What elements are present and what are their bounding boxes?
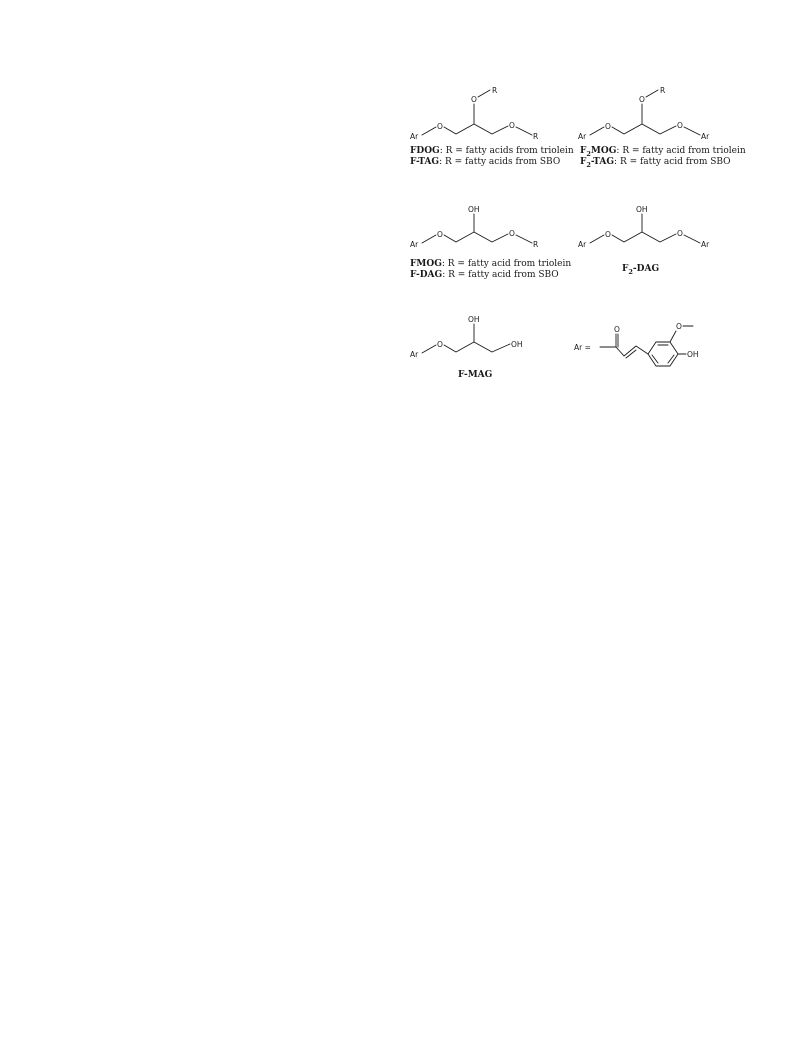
atom-oh: OH	[468, 315, 480, 324]
compound-name-f2mog-pre: F	[580, 146, 587, 156]
atom-o: O	[509, 121, 515, 130]
chemical-structures-figure	[400, 80, 780, 400]
caption-fdog-text: : R = fatty acids from triolein	[439, 146, 574, 156]
caption-f2mog-f2tag	[580, 146, 746, 168]
atom-ar-eq: Ar =	[574, 343, 591, 352]
atom-r: R	[492, 86, 498, 95]
caption-fdag-text: : R = fatty acid from SBO	[442, 270, 559, 280]
atom-ar: Ar	[410, 350, 419, 359]
atom-ar: Ar	[701, 240, 710, 249]
atom-o: O	[677, 229, 683, 238]
compound-name-f2dag-pre: F	[622, 264, 629, 274]
atom-o: O	[605, 122, 611, 131]
structure-fmag	[408, 312, 568, 374]
atom-r: R	[660, 86, 666, 95]
caption-f2mog-text: : R = fatty acid from triolein	[616, 146, 746, 156]
compound-name-fmag: F-MAG	[458, 370, 493, 380]
compound-name-fmog: FMOG	[410, 259, 442, 269]
compound-name-f2tag-pre: F	[580, 157, 587, 167]
caption-ftag-text: : R = fatty acids from SBO	[439, 157, 561, 167]
caption-fmag	[458, 370, 492, 381]
caption-fmog-fdag	[410, 259, 571, 281]
atom-o: O	[676, 322, 682, 331]
atom-oh: OH	[511, 340, 523, 349]
atom-oh: OH	[687, 350, 699, 359]
atom-ar: Ar	[701, 132, 710, 141]
atom-o: O	[471, 95, 477, 104]
compound-name-ftag: F-TAG	[410, 157, 440, 167]
atom-o: O	[437, 122, 443, 131]
atom-o: O	[639, 95, 645, 104]
caption-fmog-text: : R = fatty acid from triolein	[441, 259, 572, 269]
atom-r: R	[533, 240, 539, 249]
atom-ar: Ar	[410, 240, 419, 249]
compound-name-f2dag-sub: 2	[628, 267, 633, 276]
structure-fmog	[408, 202, 568, 264]
atom-o: O	[605, 230, 611, 239]
compound-name-f2dag-post: -DAG	[632, 264, 660, 274]
atom-ar: Ar	[578, 132, 587, 141]
atom-r: R	[533, 132, 539, 141]
compound-name-f2mog-sub: 2	[586, 149, 591, 158]
caption-fdog-ftag	[410, 146, 574, 168]
atom-ar: Ar	[410, 132, 419, 141]
compound-name-fdog: FDOG	[410, 146, 440, 156]
compound-name-f2mog-post: MOG	[590, 146, 617, 156]
structure-fdog	[408, 84, 568, 146]
atom-o: O	[437, 230, 443, 239]
atom-o: O	[614, 325, 620, 334]
caption-f2tag-text: : R = fatty acid from SBO	[614, 157, 731, 167]
structure-f2dag	[576, 202, 746, 264]
atom-o: O	[677, 121, 683, 130]
compound-name-fdag: F-DAG	[410, 270, 443, 280]
compound-name-f2tag-sub: 2	[586, 160, 591, 169]
structure-ar-definition	[572, 312, 752, 374]
structure-f2mog	[576, 84, 746, 146]
atom-ar: Ar	[578, 240, 587, 249]
compound-name-f2tag-post: -TAG	[590, 157, 615, 167]
atom-oh: OH	[468, 205, 480, 214]
atom-oh: OH	[636, 205, 648, 214]
atom-o: O	[437, 340, 443, 349]
caption-f2dag	[622, 264, 659, 275]
atom-o: O	[509, 229, 515, 238]
